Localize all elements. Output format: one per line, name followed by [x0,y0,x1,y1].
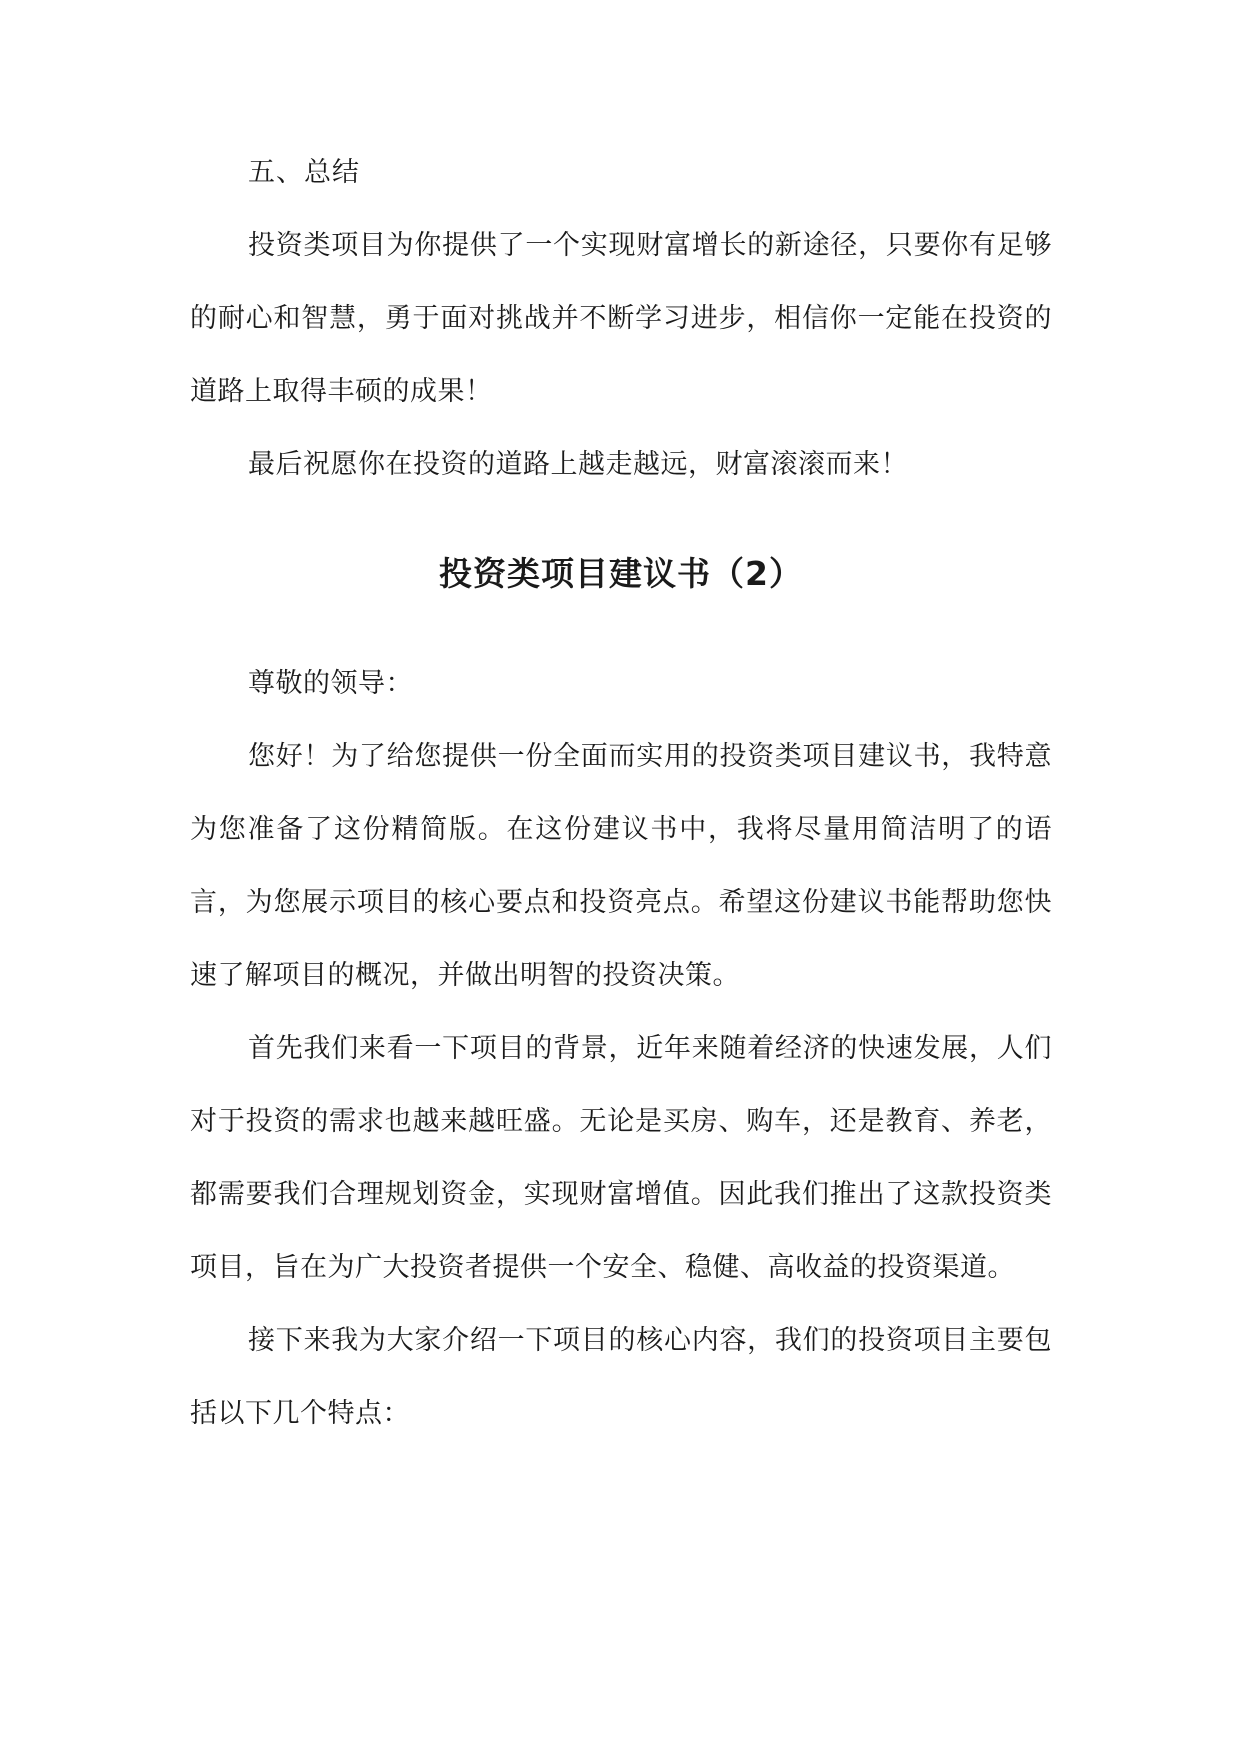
paragraph: 最后祝愿你在投资的道路上越走越远，财富滚滚而来！ [248,449,908,480]
document-body [190,136,1052,1450]
paragraph: 投资类项目为你提供了一个实现财富增长的新途径，只要你有足够的耐心和智慧，勇于面对挑战并不断学习进步，相信你一定能在投资的道路上取得丰硕的成果！ [190,230,1052,407]
paragraph: 首先我们来看一下项目的背景，近年来随着经济的快速发展，人们对于投资的需求也越来越旺盛。无论是买房、购车，还是教育、养老，都需要我们合理规划资金，实现财富增值。因此我们推出了这款投资类项目，旨在为广大投资者提供一个安全、稳健、高收益的投资渠道。 [190,1033,1052,1283]
salutation: 尊敬的领导： [248,668,413,699]
document-title: 投资类项目建议书（2） [439,554,803,593]
paragraph: 接下来我为大家介绍一下项目的核心内容，我们的投资项目主要包括以下几个特点： [190,1325,1052,1429]
paragraph: 您好！为了给您提供一份全面而实用的投资类项目建议书，我特意为您准备了这份精简版。在这份建议书中，我将尽量用简洁明了的语言，为您展示项目的核心要点和投资亮点。希望这份建议书能帮助您快速了解项目的概况，并做出明智的投资决策。 [190,741,1052,991]
section-heading-summary: 五、总结 [248,157,360,188]
